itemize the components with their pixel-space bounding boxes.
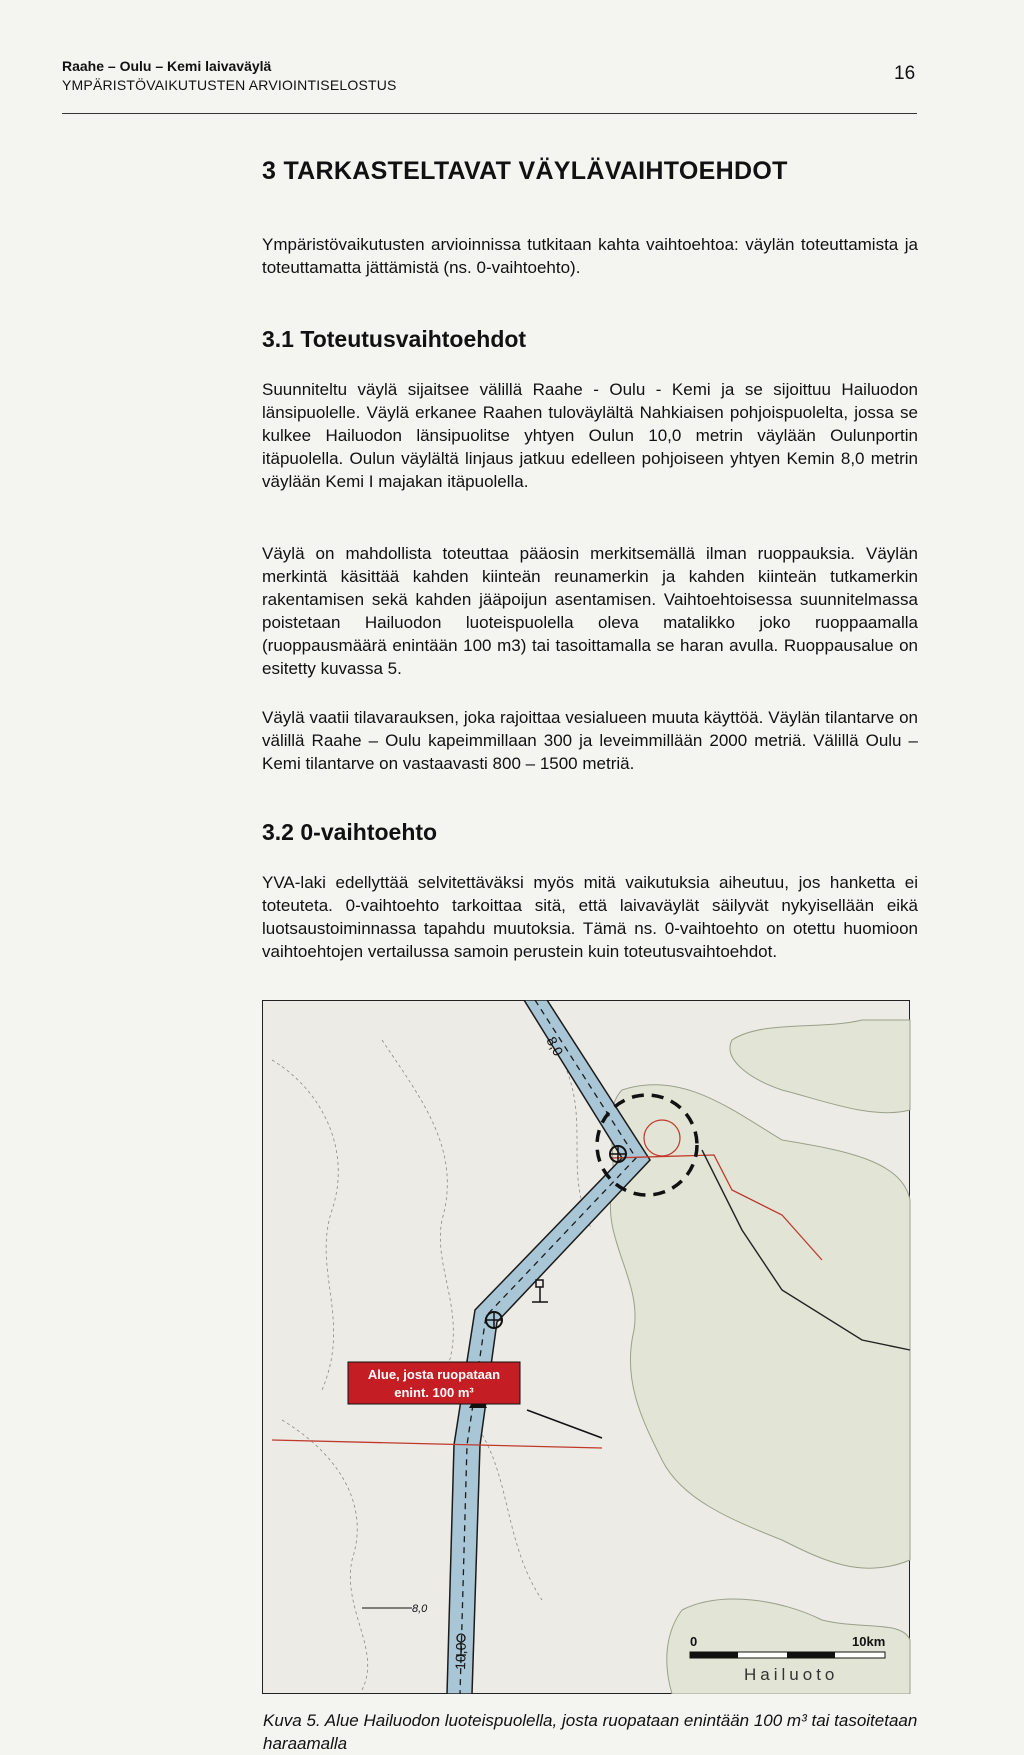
header-subtitle: YMPÄRISTÖVAIKUTUSTEN ARVIOINTISELOSTUS: [62, 77, 397, 93]
section-3-2-paragraph: YVA-laki edellyttää selvitettäväksi myös mitä vaikutuksia aiheutuu, jos hanketta ei toteuteta. 0-vaihtoehto tarkoittaa sitä, että laivaväylät säilyvät nykyisellään eikä luotsaustoiminnassa tapahdu muutoksia. Tämä ns. 0-vaihtoehto on otettu huomioon vaihtoehtojen vertailussa samoin perustein kuin toteutusvaihtoehdot.: [262, 873, 918, 961]
callout-text-line-2: enint. 100 m³: [394, 1385, 474, 1400]
section-3-1-paragraph-1: Suunniteltu väylä sijaitsee välillä Raahe - Oulu - Kemi ja se sijoittuu Hailuodon länsipuolelle. Väylä erkanee Raahen tuloväylältä Nahkiaisen pohjoispuolelta, jossa se kulkee Hailuodon länsipuolitse yhtyen Oulun 10,0 metrin väylään Oulunportin itäpuolella. Oulun väylältä linjaus jatkuu edelleen pohjoiseen yhtyen Kemin 8,0 metrin väylään Kemi I majakan itäpuolella.: [262, 380, 918, 491]
dredging-callout: [348, 1362, 520, 1404]
map-graphic: [262, 1000, 912, 1694]
place-name-hailuoto: Hailuoto: [744, 1665, 839, 1684]
header-title: Raahe – Oulu – Kemi laivaväylä: [62, 58, 272, 74]
figure-map: [262, 1000, 920, 1694]
figure-caption: Kuva 5. Alue Hailuodon luoteispuolella, josta ruopataan enintään 100 m³ tai tasoitetaan haraamalla: [263, 1711, 918, 1753]
section-3-1-heading: 3.1 Toteutusvaihtoehdot: [262, 326, 527, 352]
section-3-1-paragraph-3: Väylä vaatii tilavarauksen, joka rajoittaa vesialueen muuta käyttöä. Väylän tilantarve on välillä Raahe – Oulu kapeimmillaan 300 ja leveimmillään 2000 metriä. Välillä Oulu – Kemi tilantarve on vastaavasti 800 – 1500 metriä.: [262, 708, 918, 773]
scale-end-label: 10km: [852, 1634, 886, 1649]
fairway-depth-label-left: 10,0: [452, 1642, 469, 1671]
header-divider: [62, 113, 917, 114]
section-3-1-paragraph-2: Väylä on mahdollista toteuttaa pääosin merkitsemällä ilman ruoppauksia. Väylän merkintä käsittää kahden kiinteän reunamerkin ja kahden kiinteän tutkamerkin rakentamisen sekä kahden jääpoijun asentamisen. Vaihtoehtoisessa suunnitelmassa poistetaan Hailuodon luoteispuolella oleva matalikko joko ruoppaamalla (ruoppausmäärä enintään 100 m3) tai tasoittamalla se haran avulla. Ruoppausalue on esitetty kuvassa 5.: [262, 544, 918, 678]
callout-text-line-1: Alue, josta ruopataan: [367, 1367, 501, 1382]
scale-start-label: 0: [690, 1634, 698, 1649]
section-3-2-heading: 3.2 0-vaihtoehto: [262, 819, 438, 845]
fairway-depth-label-mid: 8,0: [412, 1603, 428, 1615]
fairway-depth-label-top: 8,0: [543, 1033, 567, 1059]
radar-beacon-icon: [610, 1146, 626, 1162]
radar-beacon-icon-2: [486, 1312, 502, 1328]
section-3-heading: 3 TARKASTELTAVAT VÄYLÄVAIHTOEHDOT: [262, 157, 788, 185]
page-number: 16: [894, 63, 916, 84]
section-3-intro: Ympäristövaikutusten arvioinnissa tutkitaan kahta vaihtoehtoa: väylän toteuttamista ja toteuttamatta jättämistä (ns. 0-vaihtoehto).: [262, 235, 918, 277]
